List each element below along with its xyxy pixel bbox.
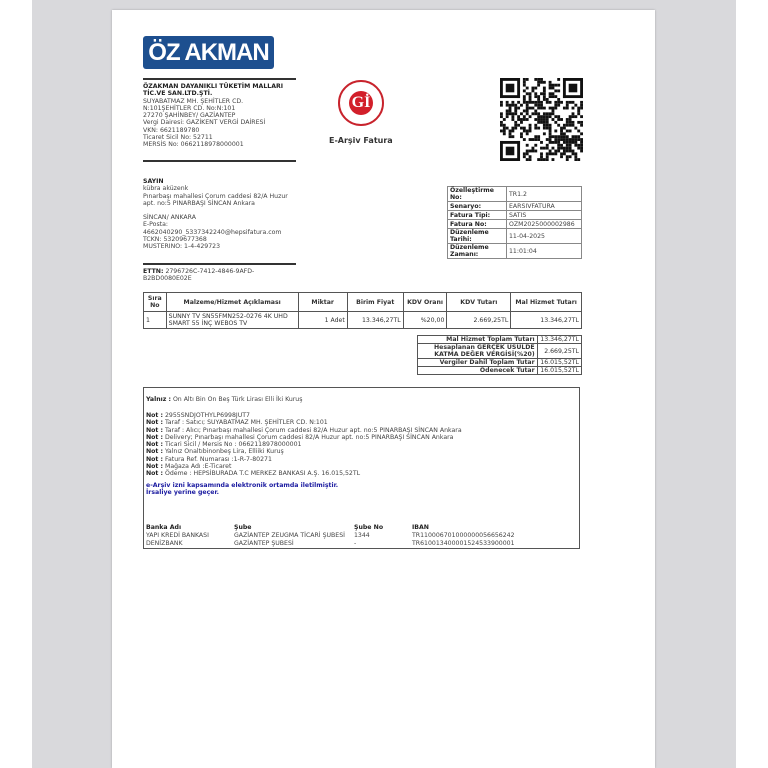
- total-value: 16.015,52TL: [537, 367, 581, 375]
- seller-address: SUYABATMAZ MH. ŞEHİTLER CD. N:101ŞEHİTLER CD. No:N:101: [143, 97, 244, 112]
- items-header-cell: KDV Tutarı: [447, 293, 511, 312]
- info-value: SATIS: [507, 211, 582, 220]
- bank-cell: -: [354, 539, 357, 547]
- buyer-city: SİNCAN/ ANKARA: [143, 214, 196, 222]
- total-row: [418, 359, 582, 367]
- seller-city: 27270 ŞAHİNBEY/ GAZİANTEP: [143, 112, 236, 120]
- seller-name: ÖZAKMAN DAYANIKLI TÜKETİM MALLARI TİC.VE SAN.LTD.ŞTİ.: [143, 83, 284, 98]
- info-row: [448, 220, 582, 229]
- info-value: TR1.2: [507, 187, 582, 202]
- bank-cell: TR610013400001524533900001: [412, 539, 515, 547]
- total-row: [418, 344, 582, 359]
- note-label: Not :: [146, 463, 164, 471]
- note-label: Not :: [146, 455, 164, 463]
- note-label: Not :: [146, 412, 164, 419]
- note-line: [146, 434, 576, 441]
- bank-cell: 1344: [354, 532, 370, 540]
- bank-header-cell: IBAN: [412, 524, 429, 531]
- info-row: [448, 202, 582, 211]
- note-text: Taraf : Satıcı; SUYABATMAZ MH. ŞEHİTLER CD. N:101: [164, 419, 328, 427]
- total-row: [418, 336, 582, 344]
- earsiv-notice: e-Arşiv izni kapsamında elektronik ortamda iletilmiştir.: [146, 482, 339, 489]
- note-line: [146, 456, 576, 463]
- note-line: [146, 427, 576, 434]
- buyer-block: [143, 178, 293, 251]
- note-text: Delivery; Pınarbaşı mahallesi Çorum caddesi 82/A Huzur apt. no:5 PINARBAŞI SİNCAN Ankara: [164, 433, 454, 441]
- note-line: [146, 419, 576, 426]
- items-cell: 13.346,27TL: [347, 312, 403, 329]
- bank-cell: GAZİANTEP ŞUBESİ: [234, 539, 294, 547]
- totals-table: [417, 335, 582, 375]
- divider: [143, 263, 296, 265]
- info-row: [448, 187, 582, 202]
- total-label: Ödenecek Tutar: [418, 367, 538, 375]
- bank-cell: TR110006701000000056656242: [412, 532, 515, 540]
- items-cell: 2.669,25TL: [447, 312, 511, 329]
- buyer-title: SAYIN: [143, 178, 164, 185]
- info-value: 11:01:04: [507, 244, 582, 259]
- document-title: E-Arşiv Fatura: [329, 136, 393, 145]
- note-text: Mağaza Adı :E-Ticaret: [164, 463, 232, 471]
- bank-cell: YAPI KREDİ BANKASI: [146, 532, 209, 540]
- notes-box: [143, 387, 580, 549]
- info-value: EARSIVFATURA: [507, 202, 582, 211]
- info-value: OZM2025000002986: [507, 220, 582, 229]
- table-row: [146, 540, 576, 547]
- items-header-cell: KDV Oranı: [403, 293, 447, 312]
- bank-cell: GAZİANTEP ZEUGMA TİCARİ ŞUBESİ: [234, 532, 345, 540]
- items-cell: 1 Adet: [298, 312, 347, 329]
- note-line: [146, 441, 576, 448]
- total-label: Vergiler Dahil Toplam Tutar: [418, 359, 538, 367]
- items-cell: %20,00: [403, 312, 447, 329]
- info-row: [448, 229, 582, 244]
- info-value: 11-04-2025: [507, 229, 582, 244]
- note-text: 2955SNDJOTHYLP6998JUT7: [164, 412, 250, 419]
- bank-table: [146, 524, 576, 547]
- info-key: Özelleştirme No:: [448, 187, 507, 202]
- info-row: [448, 211, 582, 220]
- note-label: Not :: [146, 433, 164, 441]
- note-line: [146, 470, 576, 477]
- irsaliye-notice: İrsaliye yerine geçer.: [146, 489, 220, 496]
- info-key: Fatura Tipi:: [448, 211, 507, 220]
- total-label: Hesaplanan GERÇEK USULDE KATMA DEĞER VERGİSİ(%20): [418, 344, 538, 359]
- note-text: Ödeme : HEPSİBURADA T.C MERKEZ BANKASI A.Ş. 16.015,52TL: [164, 470, 361, 478]
- seller-block: [143, 83, 293, 149]
- items-table: [143, 292, 582, 329]
- note-text: Taraf : Alıcı; Pınarbaşı mahallesi Çorum caddesi 82/A Huzur apt. no:5 PINARBAŞI SİNCAN Ankara: [164, 426, 462, 434]
- bank-header-cell: Şube: [234, 524, 252, 531]
- note-text: Fatura Ref. Numarası :1-R-7-80271: [164, 455, 272, 463]
- total-label: Mal Hizmet Toplam Tutarı: [418, 336, 538, 344]
- note-line: [146, 448, 576, 455]
- buyer-name: kübra aküzenk: [143, 185, 189, 193]
- seller-trade-reg: Ticaret Sicil No: 52711: [143, 134, 213, 142]
- items-header-cell: Mal Hizmet Tutarı: [511, 293, 582, 312]
- qr-code-icon: [500, 78, 583, 161]
- seller-vkn: VKN: 6621189780: [143, 126, 200, 134]
- buyer-email-label: E-Posta:: [143, 221, 168, 229]
- bank-header-cell: Şube No: [354, 524, 384, 531]
- note-text: Ticari Sicil / Mersis No : 0662118978000001: [164, 441, 302, 449]
- items-cell: 13.346,27TL: [511, 312, 582, 329]
- note-label: Not :: [146, 426, 164, 434]
- table-row: [144, 312, 582, 329]
- gib-seal-icon: Gİ: [338, 80, 384, 126]
- seller-tax-office: Vergi Dairesi: GAZİKENT VERGİ DAİRESİ: [143, 119, 266, 127]
- items-header-cell: Sıra No: [144, 293, 167, 312]
- seller-mersis: MERSİS No: 0662118978000001: [143, 141, 244, 149]
- bank-header-cell: Banka Adı: [146, 524, 182, 531]
- items-cell: SUNNY TV SN55FMN252-0276 4K UHD SMART 55 İNÇ WEBOS TV: [166, 312, 298, 329]
- info-key: Düzenleme Tarihi:: [448, 229, 507, 244]
- total-row: [418, 367, 582, 375]
- total-value: 2.669,25TL: [537, 344, 581, 359]
- divider: [143, 78, 296, 80]
- buyer-email: 4662040290_5337342240@hepsifatura.com: [143, 228, 282, 236]
- buyer-address: Pınarbaşı mahallesi Çorum caddesi 82/A Huzur apt. no:5 PINARBAŞI SİNCAN Ankara: [143, 192, 288, 207]
- amount-in-words: Yalnız : On Altı Bin On Beş Türk Lirası Elli İki Kuruş: [146, 396, 303, 403]
- note-label: Not :: [146, 441, 164, 449]
- ettn: ETTN: 2796726C-7412-4846-9AFD-B2BD0080E02E: [143, 268, 255, 283]
- total-value: 16.015,52TL: [537, 359, 581, 367]
- notes-list: [146, 412, 576, 478]
- items-header-cell: Miktar: [298, 293, 347, 312]
- note-label: Not :: [146, 470, 164, 478]
- bank-cell: DENİZBANK: [146, 539, 183, 547]
- total-value: 13.346,27TL: [537, 336, 581, 344]
- info-key: Senaryo:: [448, 202, 507, 211]
- info-key: Fatura No:: [448, 220, 507, 229]
- invoice-info-table: [447, 186, 582, 259]
- company-logo: ÖZ AKMAN: [143, 36, 274, 69]
- note-label: Not :: [146, 419, 164, 427]
- table-row: [146, 532, 576, 539]
- items-header-cell: Malzeme/Hizmet Açıklaması: [166, 293, 298, 312]
- items-header-cell: Birim Fiyat: [347, 293, 403, 312]
- info-key: Düzenleme Zamanı:: [448, 244, 507, 259]
- divider: [143, 160, 296, 162]
- items-cell: 1: [144, 312, 167, 329]
- note-label: Not :: [146, 448, 164, 456]
- buyer-musteri: MUSTERINO: 1-4-429723: [143, 243, 221, 251]
- note-text: Yalnız Onaltıbinonbeş Lira, Elliiki Kuruş: [164, 448, 284, 456]
- info-row: [448, 244, 582, 259]
- buyer-tckn: TCKN: 53209677368: [143, 236, 207, 244]
